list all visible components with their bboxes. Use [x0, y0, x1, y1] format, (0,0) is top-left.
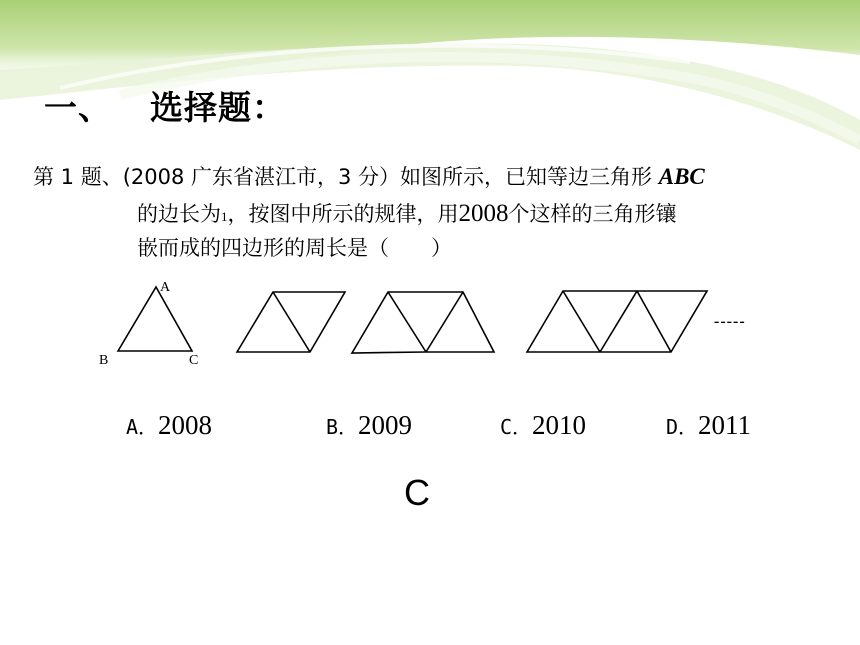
option-b-letter: B． — [326, 415, 359, 439]
triangle-count: 2008 — [458, 200, 509, 227]
option-b-value: 2009 — [358, 410, 413, 440]
option-c-value: 2010 — [532, 410, 587, 440]
figure-four-edge-1 — [563, 291, 600, 352]
option-a-letter: A． — [126, 415, 159, 439]
question-line-3 — [137, 234, 452, 262]
figure-three-triangles — [352, 292, 494, 353]
side-length: 1 — [221, 209, 228, 224]
vertex-label-c: C — [189, 353, 199, 368]
option-d-letter: D． — [666, 415, 699, 439]
question-line-2-c: 个这样的三角形镶 — [508, 202, 677, 226]
option-d[interactable] — [666, 410, 751, 441]
figure-three-edge-1 — [388, 292, 426, 352]
section-title — [44, 82, 286, 129]
question-line-2-b: ，按图中所示的规律，用 — [227, 202, 459, 226]
question-line-3-text: 嵌而成的四边形的周长是（ ） — [137, 236, 452, 260]
triangle-abc — [118, 287, 192, 351]
figure-four-edge-3 — [637, 291, 671, 352]
answer: C — [404, 472, 430, 513]
option-b[interactable] — [326, 410, 412, 441]
continuation-dashes: ----- — [714, 313, 746, 330]
question-prefix: 第 1 题、(2008 广东省湛江市，3 分）如图所示，已知等边三角形 — [33, 165, 653, 189]
question-line-1 — [33, 163, 705, 191]
figure-four-edge-2 — [600, 291, 637, 352]
tessellation-figure — [0, 270, 860, 380]
figure-two-diagonal — [273, 292, 310, 352]
vertex-label-b: B — [99, 353, 109, 368]
vertex-label-a: A — [160, 280, 171, 295]
question-line-2 — [137, 200, 677, 231]
option-a-value: 2008 — [158, 410, 213, 440]
option-d-value: 2011 — [698, 410, 752, 440]
section-number: 一、 — [44, 88, 112, 127]
option-a[interactable] — [126, 410, 212, 441]
section-title-text: 选择题： — [150, 88, 286, 127]
figure-three-edge-2 — [426, 292, 463, 352]
figure-four-triangles — [527, 291, 707, 352]
question-line-2-a: 的边长为 — [137, 202, 221, 226]
option-c-letter: C． — [500, 415, 533, 439]
triangle-name: ABC — [658, 164, 705, 189]
option-c[interactable] — [500, 410, 586, 441]
